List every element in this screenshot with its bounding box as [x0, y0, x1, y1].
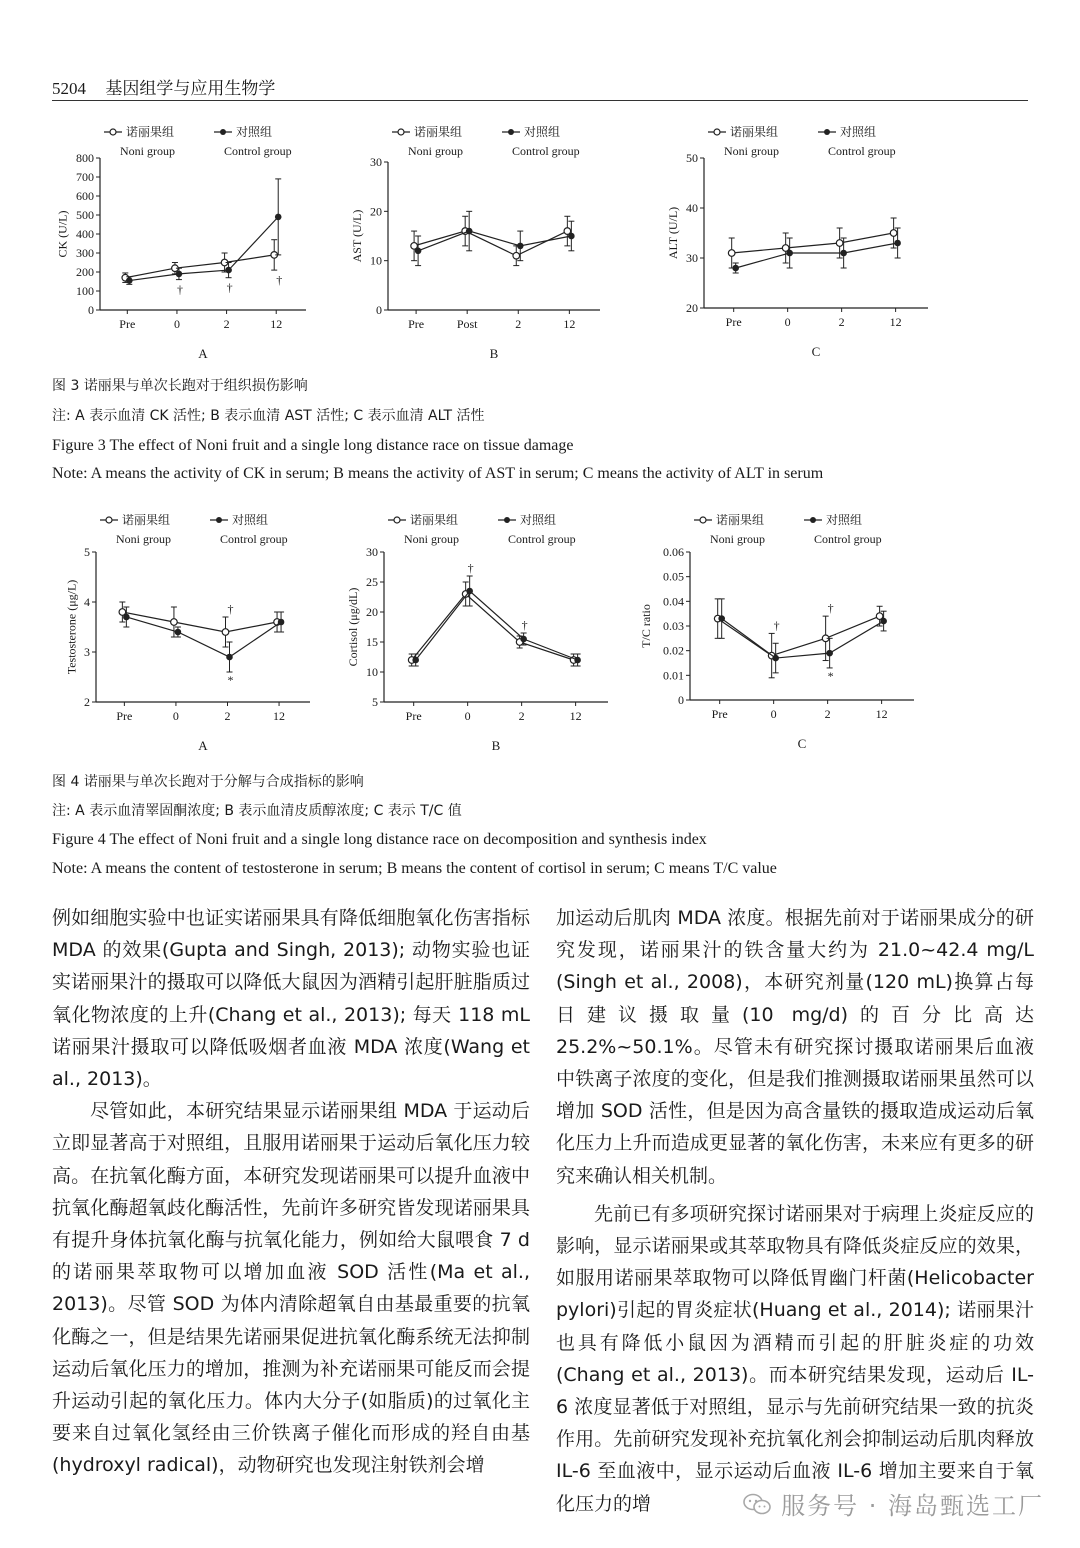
control-point: [226, 654, 233, 661]
figure4-caption-cn: 图 4 诺丽果与单次长跑对于分解与合成指标的影响: [52, 774, 364, 790]
y-tick-label: 30: [370, 155, 382, 169]
x-tick-label: 0: [172, 709, 179, 723]
legend-control-cn: 对照组: [232, 513, 269, 527]
figure4-note-cn: 注: A 表示血清睪固酮浓度; B 表示血清皮质醇浓度; C 表示 T/C 值: [52, 803, 462, 819]
x-tick-label: 12: [273, 709, 286, 723]
panel-label: B: [489, 346, 499, 361]
watermark-text: 服务号 · 海岛甄选工厂: [781, 1492, 1044, 1520]
significance-marker: †: [226, 280, 233, 295]
control-point: [466, 588, 473, 595]
legend-control-cn: 对照组: [826, 513, 863, 527]
watermark: [743, 1486, 1044, 1521]
legend-control-marker: [508, 129, 514, 135]
y-tick-label: 2: [84, 695, 90, 709]
noni-point: [222, 629, 229, 636]
noni-series-line: [718, 616, 880, 655]
x-tick-label: Pre: [116, 709, 133, 723]
y-tick-label: 20: [686, 301, 698, 315]
noni-point: [171, 619, 178, 626]
y-tick-label: 5: [372, 695, 378, 709]
figure4-caption-en: Figure 4 The effect of Noni fruit and a single long distance race on decomposition and synthesis index: [52, 831, 707, 848]
legend-noni-en: Noni group: [120, 144, 175, 158]
control-point: [826, 650, 833, 657]
control-point: [278, 619, 285, 626]
x-tick-label: 2: [224, 709, 231, 723]
x-tick-label: 12: [569, 709, 582, 723]
control-point: [126, 277, 133, 284]
legend-noni-marker: [700, 517, 706, 523]
legend-noni-marker: [398, 129, 404, 135]
x-tick-label: 12: [563, 317, 576, 331]
y-tick-label: 0.04: [663, 594, 684, 609]
x-tick-label: Pre: [119, 317, 136, 331]
legend-control-marker: [810, 517, 816, 523]
legend-control-cn: 对照组: [236, 125, 273, 139]
x-tick-label: Pre: [711, 707, 728, 721]
control-point: [786, 250, 793, 257]
significance-marker: †: [773, 618, 780, 633]
wechat-icon: [743, 1493, 771, 1515]
legend-control-en: Control group: [814, 532, 882, 546]
y-tick-label: 20: [370, 204, 382, 219]
significance-marker: *: [227, 673, 234, 687]
y-tick-label: 15: [366, 635, 378, 649]
panel-label: A: [198, 346, 208, 361]
x-tick-label: 12: [875, 707, 888, 721]
y-tick-label: 0: [678, 693, 684, 707]
y-tick-label: 400: [76, 227, 94, 241]
y-axis-label: ALT (U/L): [666, 206, 680, 260]
y-axis-label: T/C ratio: [639, 604, 653, 648]
x-tick-label: Pre: [408, 317, 425, 331]
y-tick-label: 20: [366, 605, 378, 619]
y-axis-label: Testosterone (μg/L): [64, 579, 79, 675]
running-header: [52, 74, 275, 99]
control-point: [568, 233, 575, 240]
control-point: [466, 228, 473, 235]
figure3-caption-en: Figure 3 The effect of Noni fruit and a single long distance race on tissue damage: [52, 437, 574, 454]
y-tick-label: 30: [366, 545, 378, 559]
y-tick-label: 0: [376, 303, 382, 317]
control-point: [718, 615, 725, 622]
y-tick-label: 50: [686, 151, 698, 165]
significance-marker: †: [521, 618, 528, 632]
significance-marker: †: [827, 601, 834, 616]
significance-marker: *: [827, 668, 834, 683]
control-point: [894, 240, 901, 247]
control-point: [840, 250, 847, 257]
control-point: [123, 614, 130, 621]
x-tick-label: 0: [784, 315, 791, 329]
control-point: [520, 636, 527, 643]
legend-noni-cn: 诺丽果组: [730, 125, 779, 139]
control-series-line: [129, 217, 278, 281]
control-point: [772, 655, 779, 662]
legend-noni-cn: 诺丽果组: [414, 125, 463, 139]
legend-control-marker: [504, 517, 510, 523]
y-tick-label: 0.01: [663, 668, 684, 683]
control-series-line: [418, 231, 571, 251]
figure3-note-cn: 注: A 表示血清 CK 活性; B 表示血清 AST 活性; C 表示血清 ALT 活性: [52, 408, 485, 424]
x-tick-label: 2: [515, 317, 522, 331]
x-tick-label: 12: [889, 315, 902, 329]
control-point: [412, 657, 419, 664]
control-point: [574, 657, 581, 664]
y-tick-label: 0.06: [663, 545, 684, 559]
y-tick-label: 500: [76, 208, 94, 222]
y-tick-label: 40: [686, 201, 698, 215]
noni-point: [836, 240, 843, 247]
panel-label: B: [491, 738, 501, 753]
x-tick-label: 0: [173, 317, 180, 331]
y-tick-label: 0.03: [663, 619, 684, 633]
legend-noni-cn: 诺丽果组: [716, 513, 765, 527]
control-point: [880, 618, 887, 625]
y-tick-label: 25: [366, 575, 378, 589]
figure4-panel-c: [640, 508, 940, 763]
legend-noni-en: Noni group: [710, 532, 765, 546]
control-point: [415, 248, 422, 255]
figure4-note-en: Note: A means the content of testosterone in serum; B means the content of cortisol in serum; C means T/C value: [52, 860, 777, 877]
control-point: [225, 267, 232, 274]
control-point: [732, 265, 739, 272]
x-tick-label: Pre: [405, 709, 422, 723]
significance-marker: †: [467, 561, 474, 575]
control-series-line: [126, 617, 281, 657]
x-tick-label: Pre: [725, 315, 742, 329]
paragraph: 先前已有多项研究探讨诺丽果对于病理上炎症反应的影响，显示诺丽果或其萃取物具有降低炎症反应的效果，如服用诺丽果萃取物可以降低胃幽门杆菌(Helicobacter pylori)引起的胃炎症状(Huang et al., 2014); 诺丽果汁也具有降低小鼠因为酒精而引起的肝脏炎症的功效(Chang et al., 2013)。而本研究结果发现，运动后 IL-6 浓度显著低于对照组，显示与先前研究结果一致的抗炎作用。先前研究发现补充抗氧化剂会抑制运动后肌肉释放 IL-6 至血液中，显示运动后血液 IL-6 增加主要来自于氧化压力的增: [556, 1202, 1034, 1515]
header-rule: [52, 100, 1028, 101]
x-tick-label: Post: [456, 317, 478, 331]
legend-control-cn: 对照组: [524, 125, 561, 139]
noni-point: [890, 230, 897, 237]
legend-noni-cn: 诺丽果组: [126, 125, 175, 139]
y-tick-label: 0.05: [663, 569, 684, 584]
x-tick-label: 2: [838, 315, 845, 329]
body-column-right: [556, 902, 1034, 1520]
y-tick-label: 30: [686, 251, 698, 265]
journal-name: 基因组学与应用生物学: [105, 79, 276, 99]
noni-series-line: [732, 233, 894, 253]
paragraph: 尽管如此，本研究结果显示诺丽果组 MDA 于运动后立即显著高于对照组，且服用诺丽果于运动后氧化压力较高。在抗氧化酶方面，本研究发现诺丽果可以提升血液中抗氧化酶超氧歧化酶活性，先前许多研究皆发现诺丽果具有提升身体抗氧化酶与抗氧化能力，例如给大鼠喂食 7 d 的诺丽果萃取物可以增加血液 SOD 活性(Ma et al., 2013)。尽管 SOD 为体内清除超氧自由基最重要的抗氧化酶之一，但是结果先诺丽果促进抗氧化酶系统无法抑制运动后氧化压力的增加，推测为补充诺丽果可能反而会提升运动引起的氧化压力。体内大分子(如脂质)的过氧化主要来自过氧化氢经由三价铁离子催化而形成的羟自由基(hydroxyl radical)，动物研究也发现注射铁剂会增: [52, 1100, 530, 1477]
legend-noni-en: Noni group: [116, 532, 171, 546]
figure3-note-en: Note: A means the activity of CK in serum; B means the activity of AST in serum; C means the activity of ALT in serum: [52, 465, 824, 482]
legend-noni-en: Noni group: [404, 532, 459, 546]
legend-noni-en: Noni group: [408, 144, 463, 158]
x-tick-label: 12: [270, 317, 283, 331]
y-tick-label: 5: [84, 545, 90, 559]
figure3-panel-b: [344, 120, 644, 365]
y-axis-label: Cortisol (μg/dL): [346, 587, 360, 667]
y-axis-label: CK (U/L): [55, 210, 70, 258]
y-tick-label: 10: [370, 253, 382, 268]
legend-noni-cn: 诺丽果组: [410, 513, 459, 527]
legend-noni-marker: [106, 517, 112, 523]
x-tick-label: 2: [824, 707, 831, 721]
figure3-caption-cn: 图 3 诺丽果与单次长跑对于组织损伤影响: [52, 378, 308, 394]
control-point: [517, 243, 524, 250]
significance-marker: †: [227, 602, 234, 616]
legend-control-en: Control group: [220, 532, 288, 546]
y-tick-label: 200: [76, 265, 94, 279]
y-tick-label: 700: [76, 170, 94, 184]
control-point: [175, 629, 182, 636]
noni-point: [728, 250, 735, 257]
figure4-panel-a: [44, 508, 344, 763]
body-column-left: [52, 902, 530, 1482]
page-number: 5204: [52, 79, 86, 98]
y-tick-label: 10: [366, 665, 378, 679]
legend-control-en: Control group: [224, 144, 292, 158]
control-point: [176, 271, 183, 278]
y-tick-label: 100: [76, 284, 94, 298]
significance-marker: †: [276, 273, 283, 288]
legend-noni-marker: [110, 129, 116, 135]
control-point: [275, 214, 282, 221]
y-tick-label: 800: [76, 151, 94, 165]
paragraph: 例如细胞实验中也证实诺丽果具有降低细胞氧化伤害指标 MDA 的效果(Gupta and Singh, 2013); 动物实验也证实诺丽果汁的摄取可以降低大鼠因为酒精引起肝脏脂质过氧化物浓度的上升(Chang et al., 2013); 每天 118 mL 诺丽果汁摄取可以降低吸烟者血液 MDA 浓度(Wang et al., 2013)。: [52, 907, 530, 1091]
legend-control-cn: 对照组: [840, 125, 877, 139]
significance-marker: †: [176, 282, 183, 297]
x-tick-label: 0: [464, 709, 471, 723]
y-tick-label: 0: [88, 303, 94, 317]
figure3-panel-c: [664, 120, 964, 365]
legend-noni-cn: 诺丽果组: [122, 513, 171, 527]
panel-label: C: [797, 736, 807, 751]
legend-control-en: Control group: [828, 144, 896, 158]
panel-label: A: [198, 738, 208, 753]
panel-label: C: [811, 344, 821, 359]
y-axis-label: AST (U/L): [350, 209, 364, 263]
legend-control-marker: [216, 517, 222, 523]
legend-noni-en: Noni group: [724, 144, 779, 158]
x-tick-label: 2: [223, 317, 230, 331]
figure3-panel-a: [44, 120, 344, 365]
y-tick-label: 3: [84, 645, 90, 659]
x-tick-label: 2: [518, 709, 525, 723]
y-tick-label: 600: [76, 189, 94, 203]
legend-control-en: Control group: [508, 532, 576, 546]
x-tick-label: 0: [770, 707, 777, 721]
control-series-line: [736, 243, 898, 268]
legend-noni-marker: [714, 129, 720, 135]
legend-noni-marker: [394, 517, 400, 523]
noni-series-line: [125, 255, 274, 278]
legend-control-marker: [824, 129, 830, 135]
figure4-panel-b: [340, 508, 640, 763]
legend-control-cn: 对照组: [520, 513, 557, 527]
legend-control-en: Control group: [512, 144, 580, 158]
y-tick-label: 4: [84, 595, 90, 609]
y-tick-label: 300: [76, 246, 94, 260]
noni-series-line: [412, 594, 574, 660]
paragraph: 加运动后肌肉 MDA 浓度。根据先前对于诺丽果成分的研究发现，诺丽果汁的铁含量大约为 21.0~42.4 mg/L (Singh et al., 2008)，本研究剂量(120 mL)换算占每日建议摄取量(10 mg/d)的百分比高达 25.2%~50.1%。尽管未有研究探讨摄取诺丽果后血液中铁离子浓度的变化，但是我们推测摄取诺丽果虽然可以增加 SOD 活性，但是因为高含量铁的摄取造成运动后氧化压力上升而造成更显著的氧化伤害，未来应有更多的研究来确认相关机制。: [556, 907, 1034, 1187]
legend-control-marker: [220, 129, 226, 135]
noni-point: [513, 252, 520, 259]
y-tick-label: 0.02: [663, 643, 684, 658]
